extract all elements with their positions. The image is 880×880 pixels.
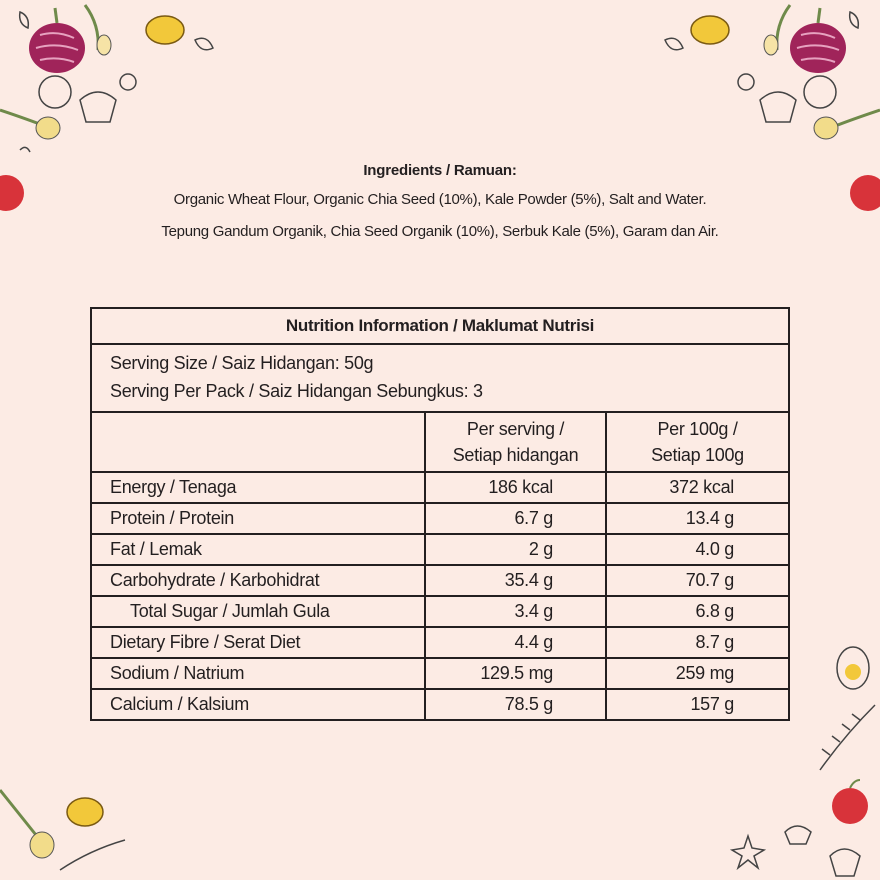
ingredients-english: Organic Wheat Flour, Organic Chia Seed (10%), Kale Powder (5%), Salt and Water.: [173, 191, 707, 208]
serving-per-pack: Serving Per Pack / Saiz Hidangan Sebungkus: 3: [110, 381, 483, 401]
per-serving-value: 35.4 g: [425, 565, 606, 596]
egg-icon: [837, 647, 869, 689]
per-serving-value: 2 g: [425, 534, 606, 565]
mushroom-icon: [39, 74, 136, 122]
herb-icon: [0, 790, 125, 870]
header-per-100g-line1: Per 100g /: [657, 419, 738, 439]
nutrition-table: [90, 307, 790, 721]
nutrient-name: Sodium / Natrium: [92, 658, 425, 689]
serving-info: [92, 345, 788, 413]
onion-icon: [29, 8, 85, 73]
per-100g-value: 4.0 g: [606, 534, 788, 565]
table-row: [92, 596, 788, 627]
table-row: [92, 565, 788, 596]
per-serving-value: 6.7 g: [425, 503, 606, 534]
header-per-100g: [606, 413, 788, 472]
header-per-serving-line2: Setiap hidangan: [452, 445, 579, 465]
header-per-100g-line2: Setiap 100g: [651, 445, 744, 465]
table-row: [92, 658, 788, 689]
per-100g-value: 13.4 g: [606, 503, 788, 534]
table-row: [92, 627, 788, 658]
per-serving-value: 4.4 g: [425, 627, 606, 658]
apple-icon: [832, 780, 868, 824]
onion-icon: [790, 8, 846, 73]
table-row: [92, 534, 788, 565]
herb-icon: [814, 110, 880, 139]
nutrient-name: Carbohydrate / Karbohidrat: [92, 565, 425, 596]
ingredients-malay: Tepung Gandum Organik, Chia Seed Organik (10%), Serbuk Kale (5%), Garam dan Air.: [161, 223, 719, 240]
table-header-row: [92, 413, 788, 472]
nutrient-name: Protein / Protein: [92, 503, 425, 534]
table-row: [92, 689, 788, 719]
per-serving-value: 129.5 mg: [425, 658, 606, 689]
nutrient-name: Fat / Lemak: [92, 534, 425, 565]
per-100g-value: 157 g: [606, 689, 788, 719]
ingredients-section: [0, 158, 880, 248]
per-100g-value: 372 kcal: [606, 472, 788, 503]
lemon-icon: [691, 16, 729, 44]
star-anise-icon: [732, 836, 764, 868]
table-row: [92, 472, 788, 503]
per-serving-value: 78.5 g: [425, 689, 606, 719]
header-blank: [92, 413, 425, 472]
per-100g-value: 70.7 g: [606, 565, 788, 596]
serving-size: Serving Size / Saiz Hidangan: 50g: [110, 353, 374, 373]
nutrient-name: Total Sugar / Jumlah Gula: [92, 596, 425, 627]
per-serving-value: 3.4 g: [425, 596, 606, 627]
nutrient-name: Energy / Tenaga: [92, 472, 425, 503]
header-per-serving-line1: Per serving /: [466, 419, 565, 439]
table-row: [92, 503, 788, 534]
per-100g-value: 8.7 g: [606, 627, 788, 658]
header-per-serving: [425, 413, 606, 472]
lemon-icon: [146, 16, 184, 44]
ingredients-title: Ingredients / Ramuan:: [363, 162, 517, 179]
mushroom-icon: [785, 826, 860, 876]
herb-icon: [820, 705, 875, 770]
herb-icon: [0, 110, 60, 152]
per-100g-value: 259 mg: [606, 658, 788, 689]
mushroom-icon: [738, 74, 836, 122]
per-serving-value: 186 kcal: [425, 472, 606, 503]
nutrition-values-table: [92, 413, 788, 719]
nutrient-name: Dietary Fibre / Serat Diet: [92, 627, 425, 658]
lemon-icon: [67, 798, 103, 826]
nutrient-name: Calcium / Kalsium: [110, 694, 249, 714]
per-100g-value: 6.8 g: [606, 596, 788, 627]
nutrition-title: Nutrition Information / Maklumat Nutrisi: [92, 309, 788, 345]
